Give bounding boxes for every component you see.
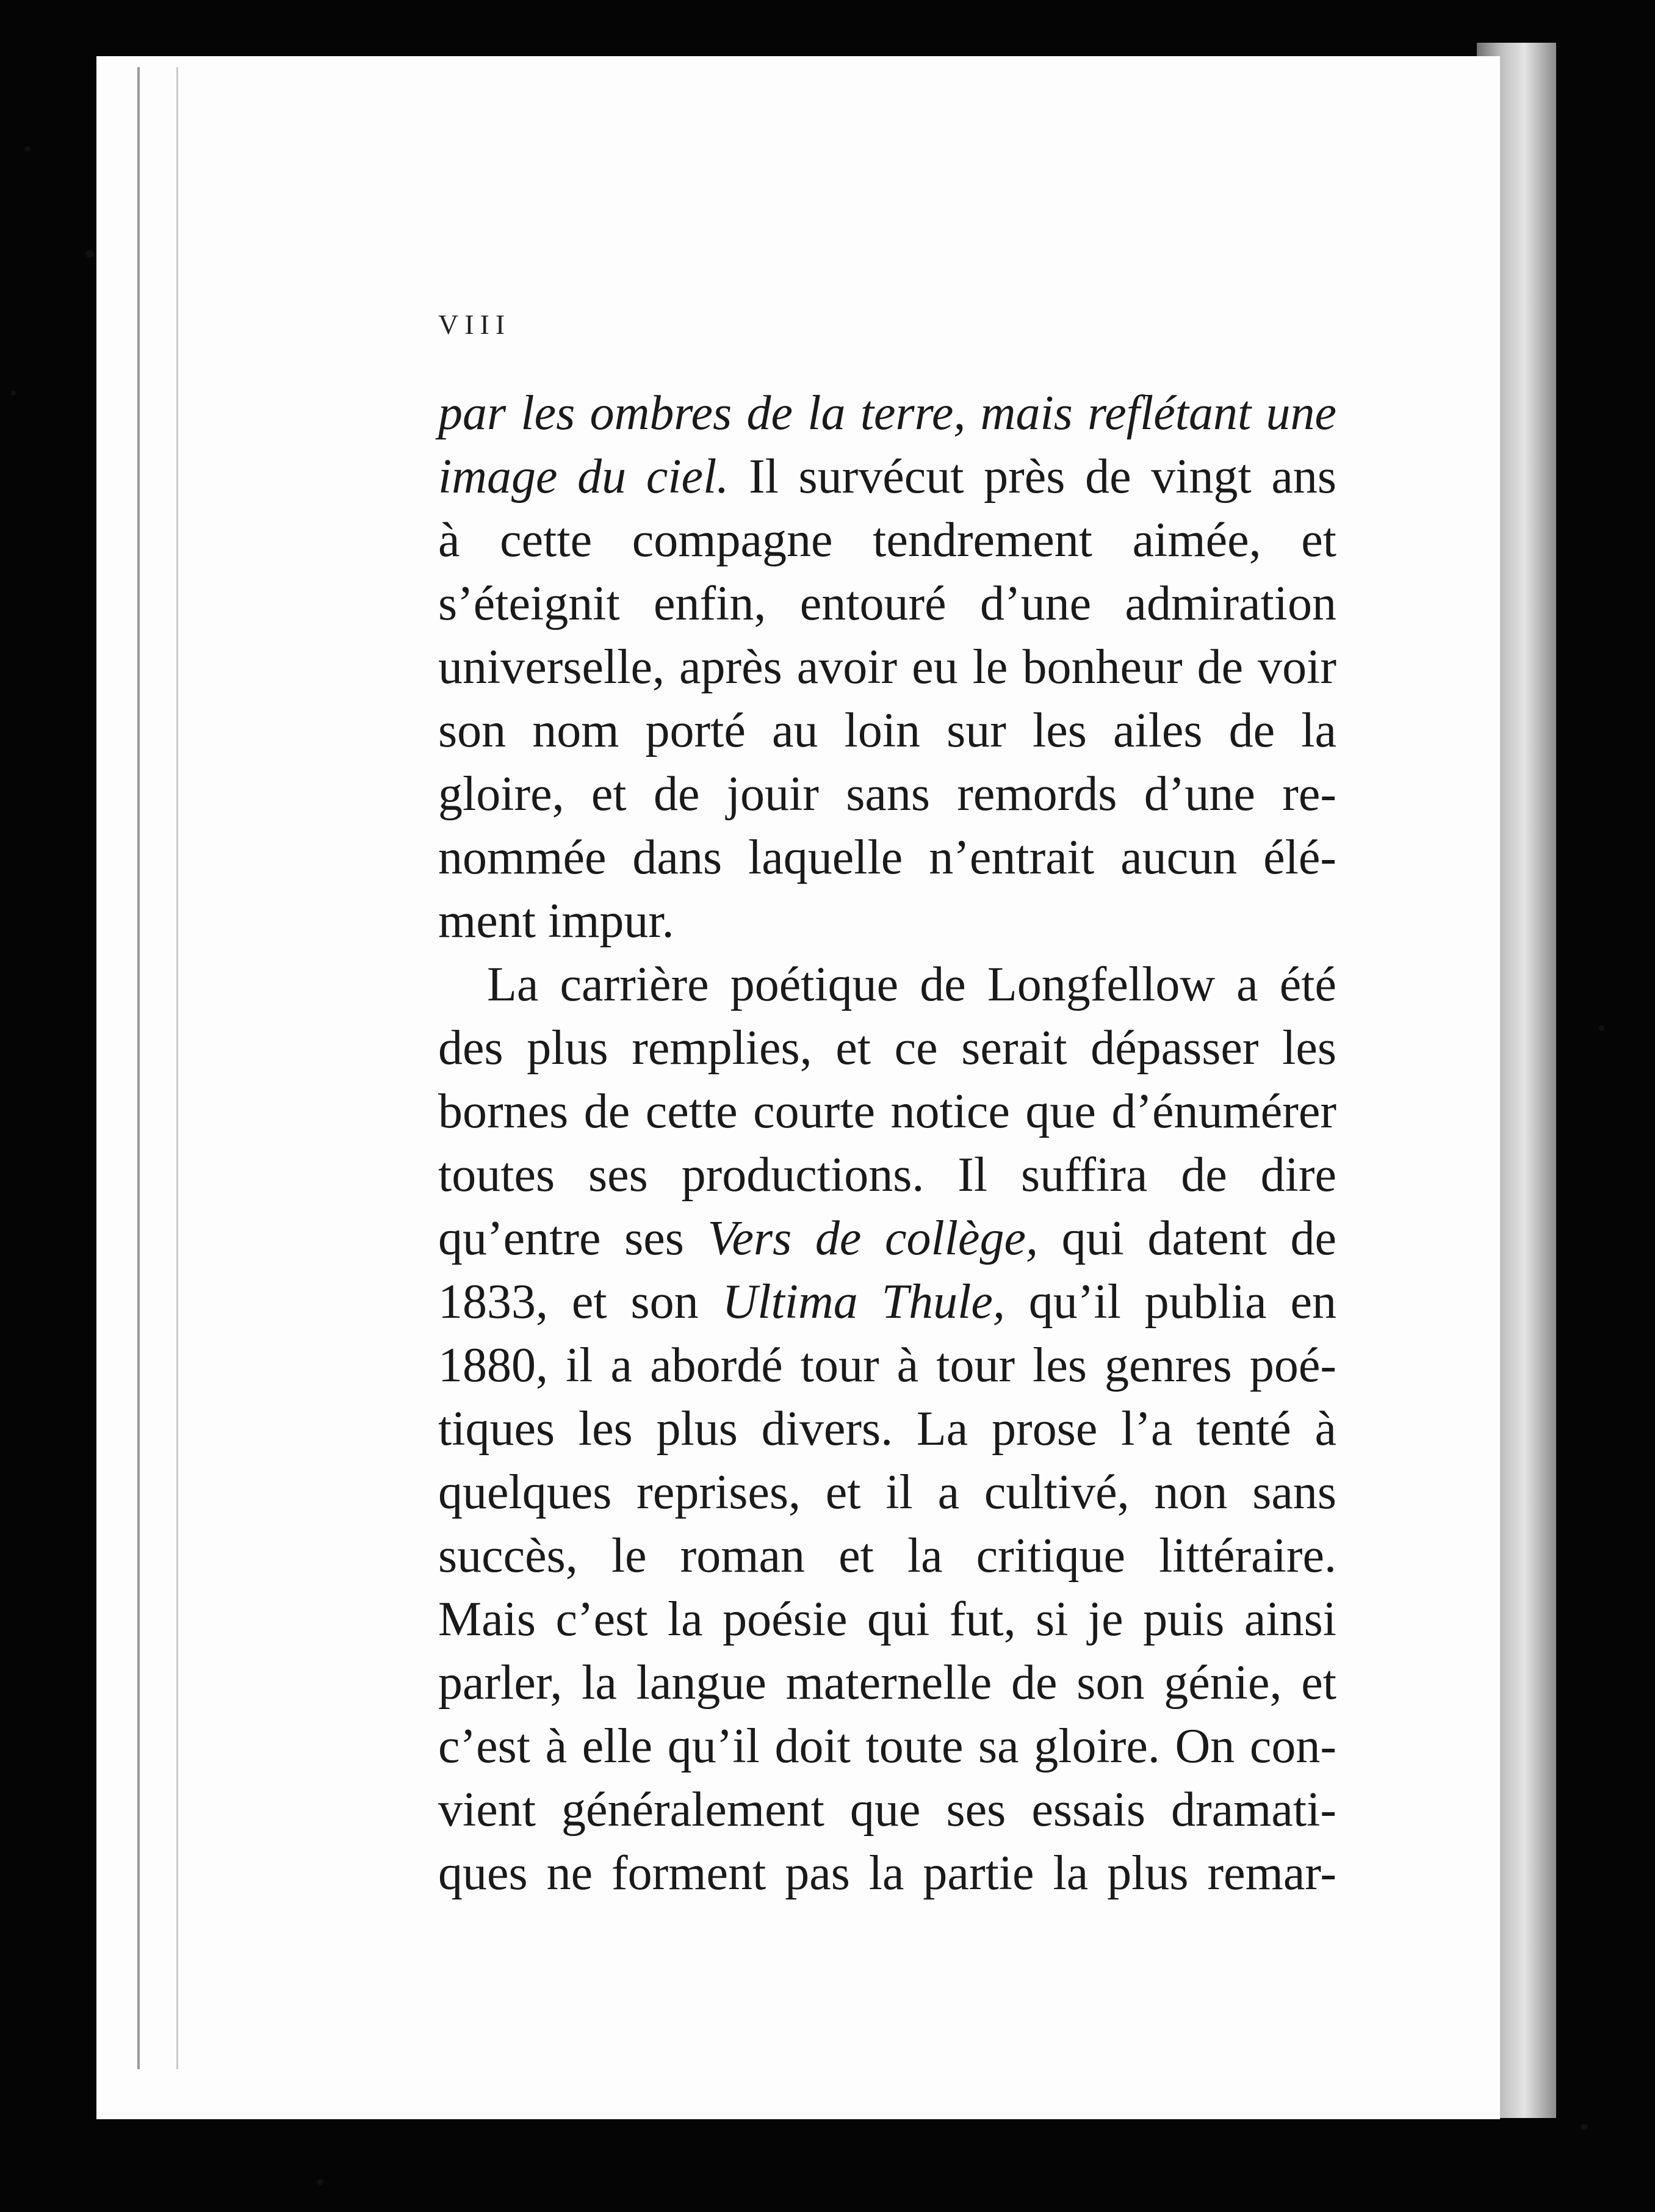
text-run: 1880, il a abordé tour à tour les genres poé- — [438, 1339, 1336, 1392]
text-line — [438, 445, 1336, 508]
text-run: qu’il publia en — [1004, 1275, 1337, 1329]
text-run: parler, la langue maternelle de son génie, et — [438, 1656, 1336, 1710]
text-line — [438, 953, 1336, 1016]
text-line — [438, 1715, 1336, 1778]
text-run: tiques les plus divers. La prose l’a tenté à — [438, 1402, 1336, 1456]
text-run: bornes de cette courte notice que d’énumérer — [438, 1085, 1336, 1138]
text-line — [438, 1207, 1336, 1270]
text-run: qu’entre ses — [438, 1212, 708, 1265]
text-run: succès, le roman et la critique littéraire. — [438, 1529, 1336, 1583]
text-line — [438, 1651, 1336, 1715]
text-run: son nom porté au loin sur les ailes de la — [438, 704, 1336, 757]
speck — [85, 250, 94, 258]
text-line — [438, 1588, 1336, 1651]
text-run: 1833, et son — [438, 1275, 723, 1329]
text-run: nommée dans laquelle n’entrait aucun élé- — [438, 831, 1336, 884]
text-line — [438, 1334, 1336, 1397]
speck — [11, 391, 16, 396]
text-line — [438, 1080, 1336, 1143]
italic-text: par les ombres de la terre, mais reflétant une — [438, 386, 1336, 440]
page-number: VIII — [438, 309, 511, 340]
speck — [24, 146, 31, 151]
text-line — [438, 762, 1336, 826]
text-run: La carrière poétique de Longfellow a été — [487, 958, 1336, 1011]
text-line — [438, 889, 1336, 953]
text-line — [438, 635, 1336, 699]
text-run: c’est à elle qu’il doit toute sa gloire. On con- — [438, 1719, 1336, 1773]
text-run: Mais c’est la poésie qui fut, si je puis ainsi — [438, 1592, 1336, 1646]
speck — [1599, 1025, 1604, 1031]
text-line — [438, 508, 1336, 572]
text-run: Il survécut près de vingt ans — [729, 450, 1336, 504]
text-run: à cette compagne tendrement aimée, et — [438, 513, 1336, 567]
text-run: toutes ses productions. Il suffira de dire — [438, 1148, 1336, 1202]
text-line — [438, 381, 1336, 445]
text-line — [438, 1842, 1336, 1905]
text-run: vient généralement que ses essais dramati- — [438, 1783, 1336, 1837]
italic-text: image du ciel. — [438, 450, 729, 504]
text-line — [438, 1270, 1336, 1334]
text-run: s’éteignit enfin, entouré d’une admiration — [438, 577, 1336, 631]
text-run: universelle, après avoir eu le bonheur de voir — [438, 640, 1336, 694]
text-run: ques ne forment pas la partie la plus remar- — [438, 1846, 1336, 1900]
text-line — [438, 1461, 1336, 1524]
text-run: ment impur. — [438, 894, 674, 948]
italic-text: Vers de collège, — [707, 1212, 1038, 1265]
text-line — [438, 1778, 1336, 1842]
text-line — [438, 699, 1336, 762]
text-line — [438, 1524, 1336, 1588]
text-line — [438, 826, 1336, 889]
page-edge-left — [137, 67, 178, 2069]
italic-text: Ultima Thule, — [722, 1275, 1005, 1329]
text-run: des plus remplies, et ce serait dépasser les — [438, 1021, 1336, 1075]
text-run: qui datent de — [1037, 1212, 1337, 1265]
text-run: gloire, et de jouir sans remords d’une re- — [438, 767, 1336, 821]
speck — [317, 2179, 323, 2185]
text-line — [438, 572, 1336, 635]
body-text — [438, 381, 1336, 1905]
text-line — [438, 1397, 1336, 1461]
text-line — [438, 1016, 1336, 1080]
text-line — [438, 1143, 1336, 1207]
speck — [1581, 2124, 1588, 2130]
text-run: quelques reprises, et il a cultivé, non sans — [438, 1466, 1336, 1519]
